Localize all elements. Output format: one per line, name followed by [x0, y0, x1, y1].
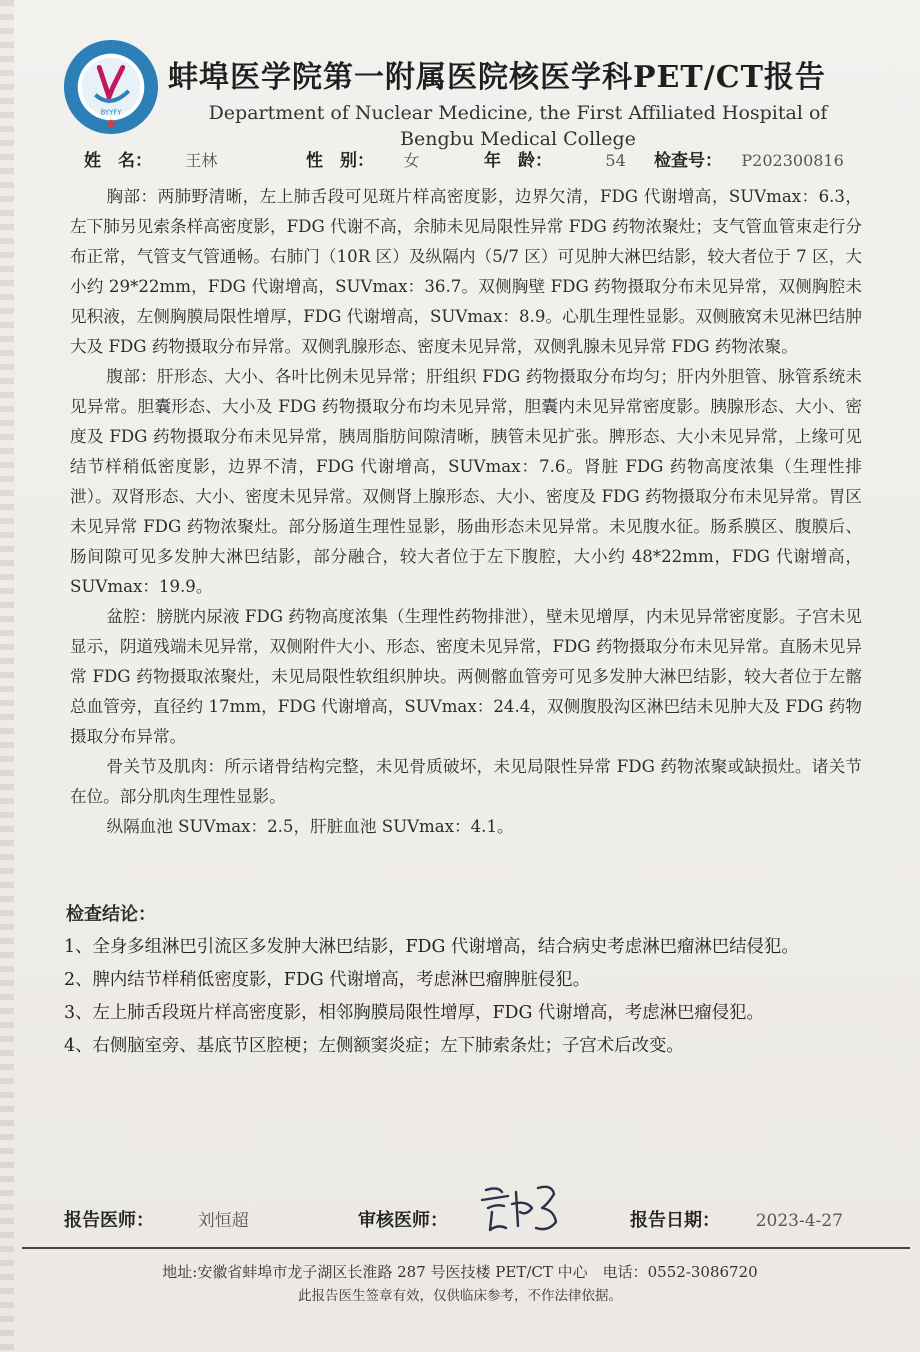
footer-divider: [22, 1247, 910, 1249]
reviewer-label: 审核医师：: [358, 1210, 448, 1231]
binding-holes: [0, 0, 14, 1352]
patient-name-label: 姓 名：: [84, 151, 152, 171]
conclusion-heading: 检查结论：: [66, 904, 156, 925]
findings-pelvis: 盆腔：膀胱内尿液 FDG 药物高度浓集（生理性药物排泄），壁未见增厚，内未见异常密度影。子宫未见显示，阴道残端未见异常，双侧附件大小、形态、密度未见异常，FDG 药物摄取分布未见异常。直肠未见异常 FDG 药物摄取浓聚灶，未见局限性软组织肿块。两侧髂血管旁可见多发肿大淋巴结影，较大者位于左髂总血管旁，直径约 17mm，FDG 代谢增高，SUVmax：24.4，双侧腹股沟区淋巴结未见肿大及 FDG 药物摄取分布异常。: [70, 607, 862, 746]
patient-sex-field: [306, 146, 419, 171]
conclusion-list: [64, 932, 879, 1064]
hospital-logo-icon: [62, 38, 160, 136]
findings-chest: 胸部：两肺野清晰，左上肺舌段可见斑片样高密度影，边界欠清，FDG 代谢增高，SUVmax：6.3，左下肺另见索条样高密度影，FDG 代谢不高，余肺未见局限性异常 FDG 药物浓聚灶；支气管血管束走行分布正常，气管支气管通畅。右肺门（10R 区）及纵隔内（5/7 区）可见肿大淋巴结影，较大者位于 7 区，大小约 29*22mm，FDG 代谢增高，SUVmax：36.7。双侧胸壁 FDG 药物摄取分布未见异常，双侧胸腔未见积液，左侧胸膜局限性增厚，FDG 代谢增高，SUVmax：8.9。心肌生理性显影。双侧腋窝未见淋巴结肿大及 FDG 药物摄取分布异常。双侧乳腺形态、密度未见异常，双侧乳腺未见异常 FDG 药物浓聚。: [70, 187, 862, 356]
logo-text: BYYFY: [100, 108, 122, 117]
report-title: 蚌埠医学院第一附属医院核医学科PET/CT报告: [168, 60, 826, 95]
report-date-field: [630, 1206, 843, 1232]
report-date-label: 报告日期：: [630, 1210, 720, 1231]
exam-number-field: [654, 146, 844, 171]
patient-name-field: [84, 146, 217, 171]
conclusion-item: 2、脾内结节样稍低密度影，FDG 代谢增高，考虑淋巴瘤脾脏侵犯。: [64, 970, 591, 990]
reviewer-signature: [468, 1178, 578, 1238]
findings-bones-muscles: 骨关节及肌肉：所示诸骨结构完整，未见骨质破坏，未见局限性异常 FDG 药物浓聚或缺损灶。诸关节在位。部分肌肉生理性显影。: [70, 757, 862, 806]
findings-section: [70, 182, 862, 842]
conclusion-item: 4、右侧脑室旁、基底节区腔梗；左侧额窦炎症；左下肺索条灶；子宫术后改变。: [64, 1036, 684, 1056]
footer: [0, 1260, 920, 1308]
findings-blood-pool: 纵隔血池 SUVmax：2.5，肝脏血池 SUVmax：4.1。: [106, 817, 514, 836]
findings-abdomen: 腹部：肝形态、大小、各叶比例未见异常；肝组织 FDG 药物摄取分布均匀；肝内外胆管、脉管系统未见异常。胆囊形态、大小及 FDG 药物摄取分布均未见异常，胆囊内未见异常密度影。胰腺形态、大小、密度及 FDG 药物摄取分布未见异常，胰周脂肪间隙清晰，胰管未见扩张。脾形态、大小未见异常，上缘可见结节样稍低密度影，边界不清，FDG 代谢增高，SUVmax：7.6。肾脏 FDG 药物高度浓集（生理性排泄）。双肾形态、大小、密度未见异常。双侧肾上腺形态、大小、密度及 FDG 药物摄取分布未见异常。胃区未见异常 FDG 药物浓聚灶。部分肠道生理性显影，肠曲形态未见异常。未见腹水征。肠系膜区、腹膜后、肠间隙可见多发肿大淋巴结影，部分融合，较大者位于左下腹腔，大小约 48*22mm，FDG 代谢增高，SUVmax：19.9。: [70, 367, 862, 596]
report-title-english: Department of Nuclear Medicine, the First Affiliated Hospital of Bengbu Medical College: [208, 102, 828, 150]
reviewer-field: [358, 1206, 448, 1232]
patient-sex-label: 性 别：: [306, 151, 374, 171]
patient-age-field: [484, 146, 626, 171]
reporter-name: 刘恒超: [197, 1211, 249, 1231]
patient-age-label: 年 龄：: [484, 151, 552, 171]
report-date: 2023-4-27: [755, 1211, 843, 1231]
reporter-label: 报告医师：: [64, 1210, 154, 1231]
patient-name: 王林: [185, 151, 218, 170]
footer-address: 地址:安徽省蚌埠市龙子湖区长淮路 287 号医技楼 PET/CT 中心 电话：0552-3086720: [162, 1263, 758, 1281]
conclusion-item: 1、全身多组淋巴引流区多发肿大淋巴结影，FDG 代谢增高，结合病史考虑淋巴瘤淋巴结侵犯。: [64, 937, 799, 957]
exam-number-label: 检查号：: [654, 151, 722, 171]
patient-age: 54: [605, 151, 626, 170]
patient-sex: 女: [403, 151, 420, 170]
conclusion-item: 3、左上肺舌段斑片样高密度影，相邻胸膜局限性增厚，FDG 代谢增高，考虑淋巴瘤侵犯。: [64, 1003, 764, 1023]
footer-note: 此报告医生签章有效，仅供临床参考，不作法律依据。: [298, 1288, 622, 1304]
reporter-field: [64, 1206, 249, 1232]
exam-number: P202300816: [741, 151, 844, 170]
